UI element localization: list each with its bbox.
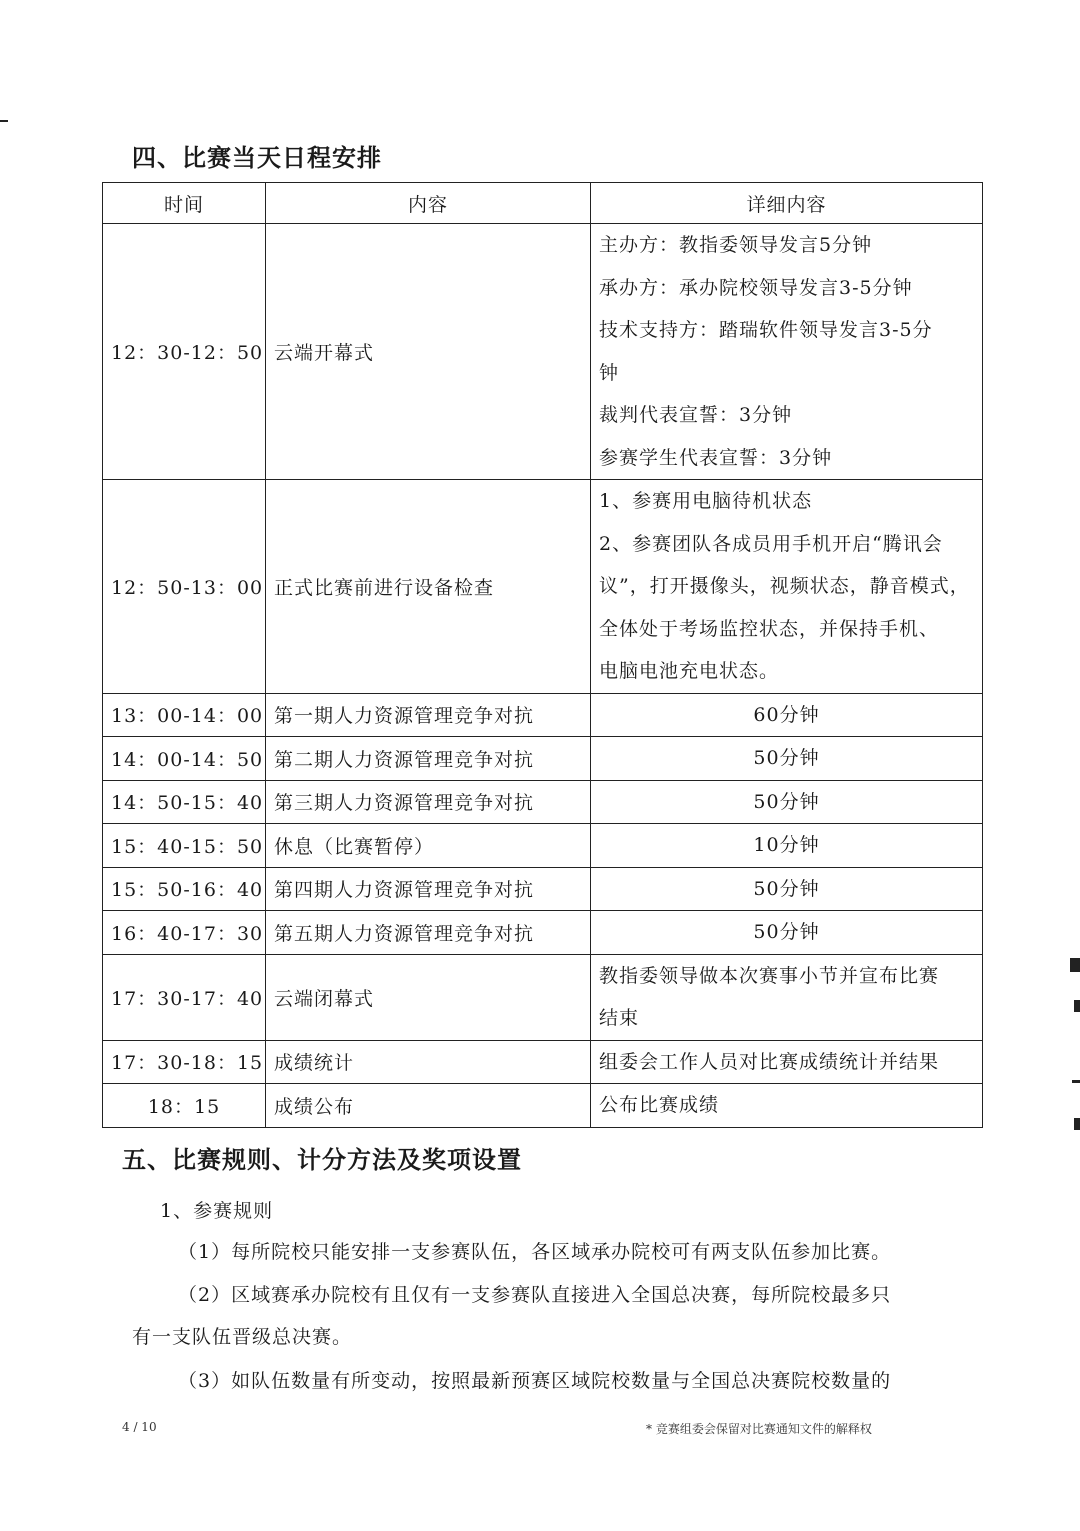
detail-line: 承办方：承办院校领导发言3-5分钟 (599, 276, 913, 299)
table-row (103, 1084, 983, 1128)
row-content: 第二期人力资源管理竞争对抗 (266, 737, 591, 781)
header-time: 时间 (103, 183, 266, 224)
header-detail: 详细内容 (591, 183, 983, 224)
detail-line: 钟 (599, 361, 620, 384)
table-row (103, 867, 983, 911)
row-detail: 50分钟 (591, 737, 983, 781)
row-detail: 10分钟 (591, 824, 983, 868)
row-time: 15：50-16：40 (103, 867, 266, 911)
scan-artifact (1072, 1080, 1080, 1083)
section-4-heading: 四、比赛当天日程安排 (132, 144, 382, 172)
row-content: 正式比赛前进行设备检查 (266, 480, 591, 694)
rule-paragraph-2-continued: 有一支队伍晋级总决赛。 (132, 1326, 353, 1348)
row-content: 成绩公布 (266, 1084, 591, 1128)
schedule-table (102, 182, 983, 1128)
row-content: 休息（比赛暂停） (266, 824, 591, 868)
detail-line: 电脑电池充电状态。 (599, 660, 780, 682)
detail-line: 2、参赛团队各成员用手机开启“腾讯会 (599, 532, 943, 555)
detail-line: 技术支持方：踏瑞软件领导发言3-5分 (599, 319, 933, 341)
table-row (103, 480, 983, 694)
row-content: 第三期人力资源管理竞争对抗 (266, 780, 591, 824)
row-time: 16：40-17：30 (103, 911, 266, 955)
scan-artifact (1070, 958, 1080, 972)
table-row (103, 224, 983, 480)
rule-paragraph-2: （2）区域赛承办院校有且仅有一支参赛队直接进入全国总决赛，每所院校最多只 (178, 1284, 892, 1306)
rule-paragraph-3: （3）如队伍数量有所变动，按照最新预赛区域院校数量与全国总决赛院校数量的 (178, 1370, 892, 1392)
row-detail (591, 224, 983, 480)
detail-line: 1、参赛用电脑待机状态 (599, 490, 813, 512)
detail-line: 裁判代表宣誓：3分钟 (599, 404, 793, 426)
row-detail: 公布比赛成绩 (591, 1084, 983, 1128)
row-content: 第四期人力资源管理竞争对抗 (266, 867, 591, 911)
table-row (103, 1040, 983, 1084)
table-header-row (103, 183, 983, 224)
row-content: 第一期人力资源管理竞争对抗 (266, 693, 591, 737)
row-detail (591, 480, 983, 694)
detail-line: 教指委领导做本次赛事小节并宣布比赛 (599, 964, 940, 987)
detail-line: 议”，打开摄像头，视频状态，静音模式， (599, 575, 970, 597)
row-content: 成绩统计 (266, 1040, 591, 1084)
row-detail: 组委会工作人员对比赛成绩统计并结果 (591, 1040, 983, 1084)
subsection-rules-heading: 1、参赛规则 (160, 1200, 274, 1222)
table-row (103, 824, 983, 868)
scan-artifact (0, 120, 8, 122)
detail-line: 主办方：教指委领导发言5分钟 (599, 234, 873, 256)
row-content: 第五期人力资源管理竞争对抗 (266, 911, 591, 955)
detail-line: 参赛学生代表宣誓：3分钟 (599, 446, 833, 469)
row-detail: 50分钟 (591, 780, 983, 824)
detail-line: 全体处于考场监控状态，并保持手机、 (599, 617, 940, 640)
row-time: 17：30-18：15 (103, 1040, 266, 1084)
row-time: 13：00-14：00 (103, 693, 266, 737)
row-time: 12：30-12：50 (103, 224, 266, 480)
row-time: 15：40-15：50 (103, 824, 266, 868)
table-row (103, 911, 983, 955)
row-content: 云端闭幕式 (266, 954, 591, 1040)
table-row (103, 693, 983, 737)
section-5-heading: 五、比赛规则、计分方法及奖项设置 (122, 1146, 522, 1174)
scan-artifact (1074, 1000, 1080, 1012)
row-detail: 50分钟 (591, 911, 983, 955)
page-number: 4 / 10 (122, 1420, 157, 1434)
scan-artifact (1074, 1118, 1080, 1130)
row-time: 14：50-15：40 (103, 780, 266, 824)
row-detail: 60分钟 (591, 693, 983, 737)
table-row (103, 780, 983, 824)
header-content: 内容 (266, 183, 591, 224)
footer-note: * 竞赛组委会保留对比赛通知文件的解释权 (646, 1422, 872, 1436)
row-detail: 50分钟 (591, 867, 983, 911)
row-time: 12：50-13：00 (103, 480, 266, 694)
row-detail (591, 954, 983, 1040)
row-time: 18：15 (103, 1084, 266, 1128)
detail-line: 结束 (599, 1007, 640, 1029)
row-time: 17：30-17：40 (103, 954, 266, 1040)
row-time: 14：00-14：50 (103, 737, 266, 781)
row-content: 云端开幕式 (266, 224, 591, 480)
table-row (103, 737, 983, 781)
table-row (103, 954, 983, 1040)
rule-paragraph-1: （1）每所院校只能安排一支参赛队伍，各区域承办院校可有两支队伍参加比赛。 (178, 1241, 892, 1263)
